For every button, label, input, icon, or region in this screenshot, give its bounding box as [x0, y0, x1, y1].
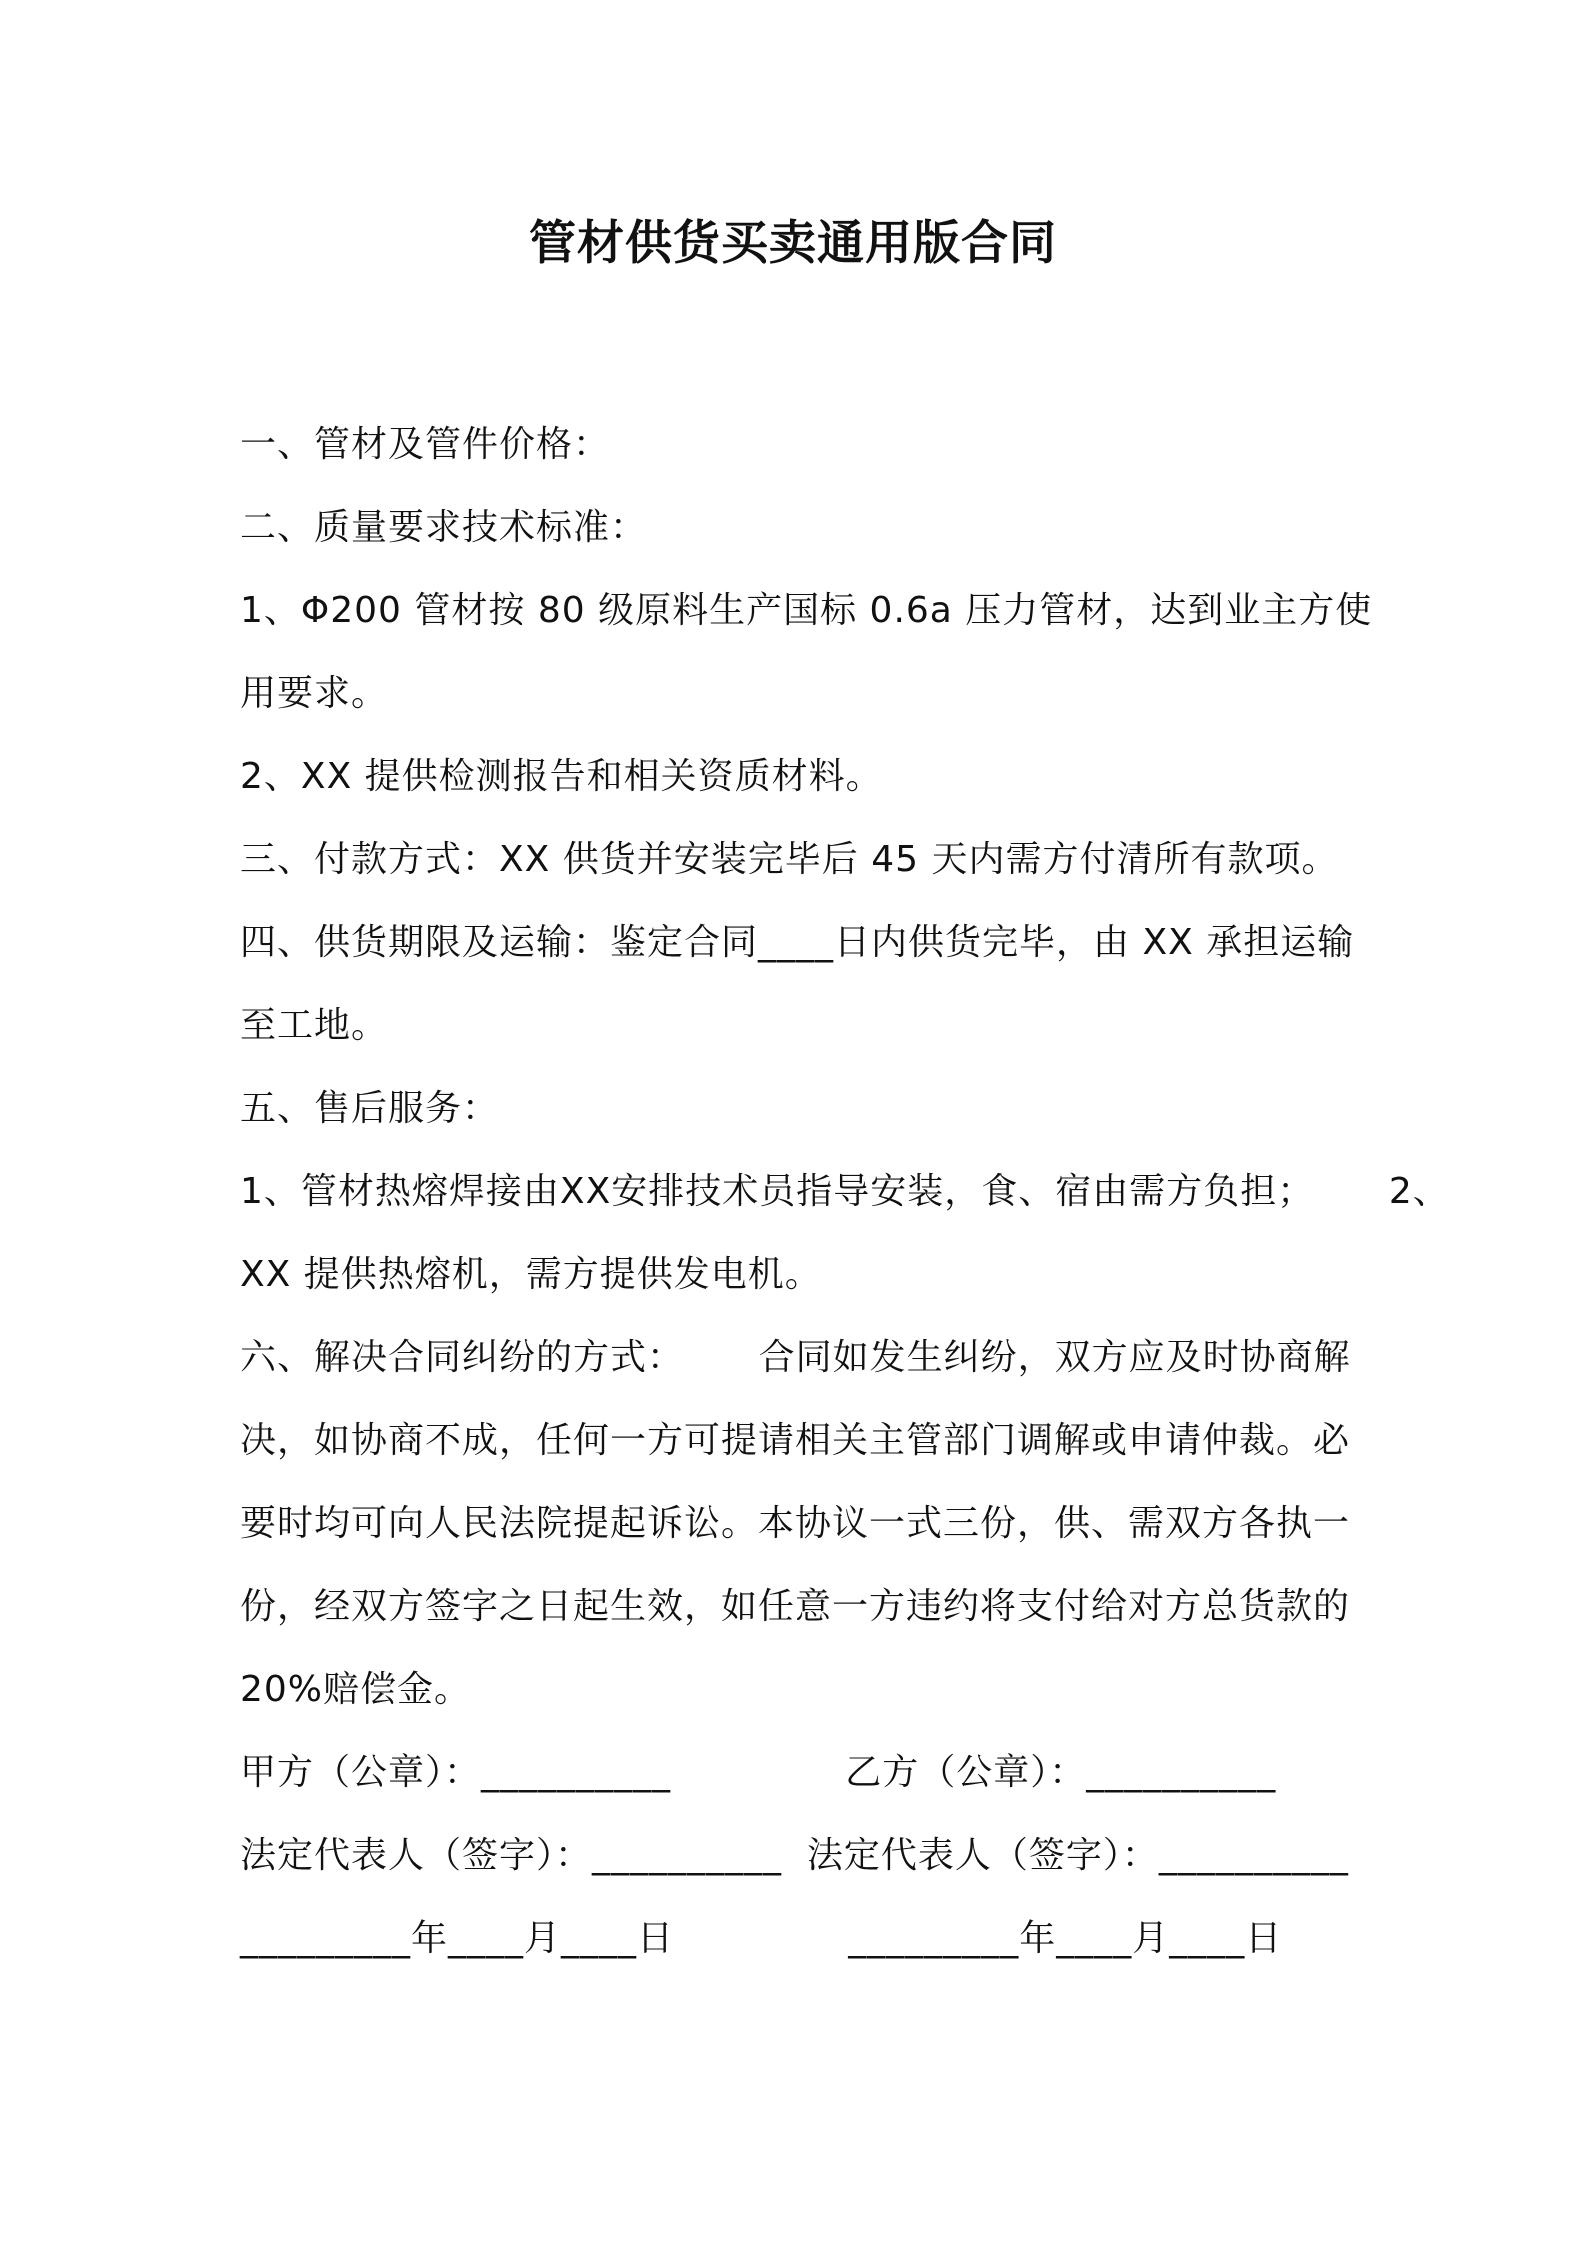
section-disputes-cont-4: 20%赔偿金。 — [240, 1669, 472, 1710]
after-sales-item-1: 1、管材热熔焊接由XX安排技术员指导安装，食、宿由需方负担； 2、 — [240, 1171, 1450, 1212]
signature-representatives: 法定代表人（签字）：__________ 法定代表人（签字）：__________ — [240, 1835, 1349, 1876]
quality-item-1-cont: 用要求。 — [240, 673, 389, 714]
signature-dates: _________年____月____日 _________年____月____日 — [240, 1918, 1283, 1959]
section-disputes-cont-2: 要时均可向人民法院提起诉讼。本协议一式三份，供、需双方各执一 — [240, 1503, 1351, 1544]
section-delivery-cont: 至工地。 — [240, 1005, 389, 1046]
quality-item-1: 1、Φ200 管材按 80 级原料生产国标 0.6a 压力管材，达到业主方使 — [240, 590, 1373, 631]
section-price: 一、管材及管件价格： — [240, 424, 611, 465]
section-delivery: 四、供货期限及运输：鉴定合同____日内供货完毕，由 XX 承担运输 — [240, 922, 1355, 963]
section-quality: 二、质量要求技术标准： — [240, 507, 648, 548]
section-payment: 三、付款方式：XX 供货并安装完毕后 45 天内需方付清所有款项。 — [240, 839, 1339, 880]
quality-item-2: 2、XX 提供检测报告和相关资质材料。 — [240, 756, 883, 797]
signature-seals: 甲方（公章）：__________ 乙方（公章）：__________ — [240, 1752, 1277, 1793]
section-disputes-cont-3: 份，经双方签字之日起生效，如任意一方违约将支付给对方总货款的 — [240, 1586, 1351, 1627]
section-disputes-cont-1: 决，如协商不成，任何一方可提请相关主管部门调解或申请仲裁。必 — [240, 1420, 1351, 1461]
document-title: 管材供货买卖通用版合同 — [529, 216, 1057, 271]
section-after-sales: 五、售后服务： — [240, 1088, 500, 1129]
document-body — [240, 403, 1450, 1980]
after-sales-item-2: XX 提供热熔机，需方提供发电机。 — [240, 1254, 822, 1295]
section-disputes: 六、解决合同纠纷的方式： 合同如发生纠纷，双方应及时协商解 — [240, 1337, 1351, 1378]
